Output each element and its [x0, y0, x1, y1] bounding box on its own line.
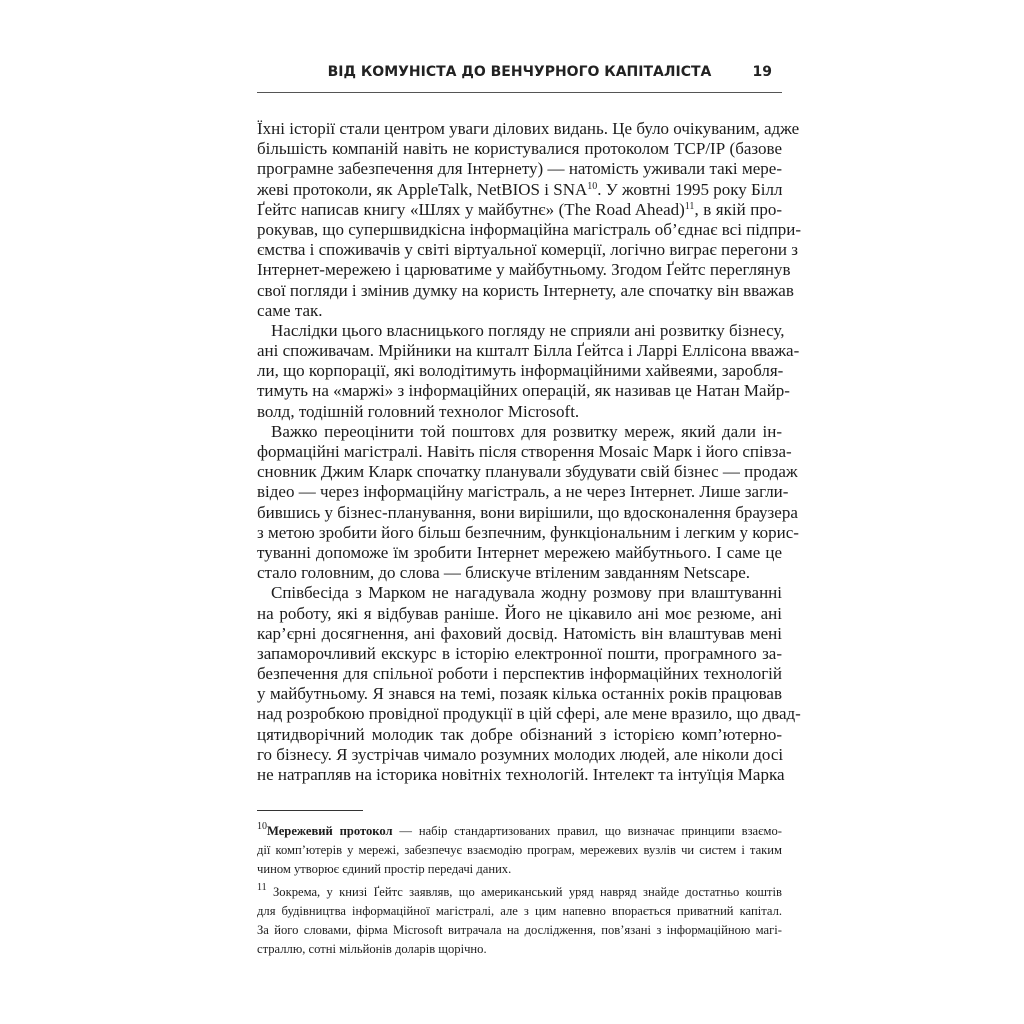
page-number: 19 — [752, 64, 772, 80]
text-line: цятидворічний молодик так добре обізнаний з історією комп’ютерно- — [257, 724, 782, 744]
footnote-separator — [257, 810, 363, 811]
text-line: Їхні історії стали центром уваги ділових видань. Це було очікуваним, адже — [257, 119, 800, 138]
footnote-text: За його словами, фірма Microsoft витрачала на дослідження, пов’язані з інформаційною магі- — [257, 923, 782, 937]
header-rule — [257, 92, 782, 93]
text-line: програмне забезпечення для Інтернету) — натомість уживали такі мере- — [257, 159, 782, 179]
footnote-number: 10 — [257, 821, 267, 832]
body-text — [257, 119, 802, 785]
text-line: запаморочливий екскурс в історію електронної пошти, програмного за- — [257, 643, 782, 663]
footnote-text: Зокрема, у книзі Ґейтс заявляв, що американський уряд навряд знайде достатньо коштів — [266, 885, 782, 899]
text-line: саме так. — [257, 300, 323, 320]
paragraph — [257, 320, 800, 422]
footnote-line — [257, 940, 782, 959]
footnote-line — [257, 921, 782, 940]
footnote-number: 11 — [257, 882, 267, 893]
footnote-line — [257, 822, 782, 841]
text-line: ли, що корпорації, які володітимуть інформаційними хайвеями, заробля- — [257, 361, 784, 381]
footnote-line — [257, 883, 782, 902]
footnote-text: дії комп’ютерів у мережі, забезпечує взаємодію програм, мережевих вузлів чи систем і таким — [257, 843, 782, 857]
text-line: Співбесіда з Марком не нагадувала жодну розмову при влаштуванні — [271, 583, 782, 603]
text-line: го бізнесу. Я зустрічав чимало розумних молодих людей, але ніколи досі — [257, 744, 784, 764]
text-line: формаційні магістралі. Навіть після створення Mosaic Марк і його співза- — [257, 442, 792, 461]
text-segment: Ґейтс написав книгу «Шлях у майбутнє» (The Road Ahead) — [257, 199, 685, 219]
text-line: тимуть на «маржі» з інформаційних операцій, як називав це Натан Майр- — [257, 381, 790, 401]
text-line: Інтернет-мережею і царюватиме у майбутньому. Згодом Ґейтс переглянув — [257, 260, 791, 280]
footnote-reference: 11 — [684, 200, 695, 212]
text-line: сновник Джим Кларк спочатку планували збудувати свій бізнес — продаж — [257, 462, 798, 482]
text-line — [257, 180, 782, 200]
footnote-reference: 10 — [587, 180, 598, 192]
footnote-line — [257, 902, 782, 921]
text-line: свої погляди і змінив думку на користь Інтернету, але спочатку він вважав — [257, 280, 794, 300]
text-line: над розробкою провідної продукції в цій сфері, але мене вразило, що двад- — [257, 704, 801, 724]
footnotes — [257, 822, 782, 963]
text-line: на роботу, які я відбував раніше. Його не цікавило ані моє резюме, ані — [257, 603, 782, 623]
text-line: кар’єрні досягнення, ані фаховий досвід. Натомість він влаштував мені — [257, 623, 782, 643]
text-line: Важко переоцінити той поштовх для розвитку мереж, який дали ін- — [271, 421, 782, 441]
text-line — [257, 200, 782, 220]
footnote-text: — набір стандартизованих правил, що визначає принципи взаємо- — [392, 824, 782, 838]
text-line: у майбутньому. Я знався на темі, позаяк кілька останніх років працював — [257, 684, 782, 704]
text-segment: , в якій про- — [694, 199, 782, 219]
paragraph — [257, 119, 802, 321]
footnote-10 — [257, 822, 782, 879]
text-line: з метою зробити його більш безпечним, функціональним і легким у корис- — [257, 522, 799, 542]
text-line: рокував, що супершвидкісна інформаційна магістраль об’єднає всі підпри- — [257, 219, 802, 239]
text-segment: жеві протоколи, як AppleTalk, NetBIOS і SNA — [257, 179, 588, 199]
footnote-term: Мережевий протокол — [267, 824, 393, 838]
text-line: ємства і споживачів у світі віртуальної комерції, логічно виграє перегони з — [257, 240, 798, 260]
text-line: відео — через інформаційну магістраль, а не через Інтернет. Лише загли- — [257, 482, 789, 502]
text-line: туванні допоможе їм зробити Інтернет мережею майбутнього. І саме це — [257, 542, 782, 562]
footnote-line — [257, 841, 782, 860]
footnote-text: страллю, сотні мільйонів доларів щорічно. — [257, 942, 487, 956]
text-line: безпечення для спільної роботи і перспектив інформаційних технологій — [257, 664, 782, 684]
running-header — [257, 62, 782, 92]
footnote-line — [257, 860, 782, 879]
text-line: бившись у бізнес-планування, вони вирішили, що вдосконалення браузера — [257, 502, 798, 522]
text-line: ані споживачам. Мрійники на кшталт Білла Ґейтса і Ларрі Еллісона вважа- — [257, 341, 800, 361]
paragraph — [257, 583, 801, 785]
footnote-text: чином утворює єдиний простір передачі даних. — [257, 862, 512, 876]
paragraph — [257, 421, 799, 584]
text-segment: . У жовтні 1995 року Білл — [597, 179, 783, 199]
footnote-11 — [257, 883, 782, 959]
text-line: Наслідки цього власницького погляду не сприяли ані розвитку бізнесу, — [271, 320, 785, 340]
footnote-text: для будівництва інформаційної магістралі, але з цим напевно впорається приватний капітал. — [257, 904, 782, 918]
running-title: ВІД КОМУНІСТА ДО ВЕНЧУРНОГО КАПІТАЛІСТА — [327, 64, 712, 80]
text-line: волд, тодішній головний технолог Microsoft. — [257, 401, 580, 421]
text-line: стало головним, до слова — блискуче втіленим завданням Netscape. — [257, 563, 751, 583]
text-line: не натрапляв на історика новітніх технологій. Інтелект та інтуїція Марка — [257, 765, 785, 784]
text-line: більшість компаній навіть не користувалися протоколом TCP/IP (базове — [257, 139, 782, 159]
